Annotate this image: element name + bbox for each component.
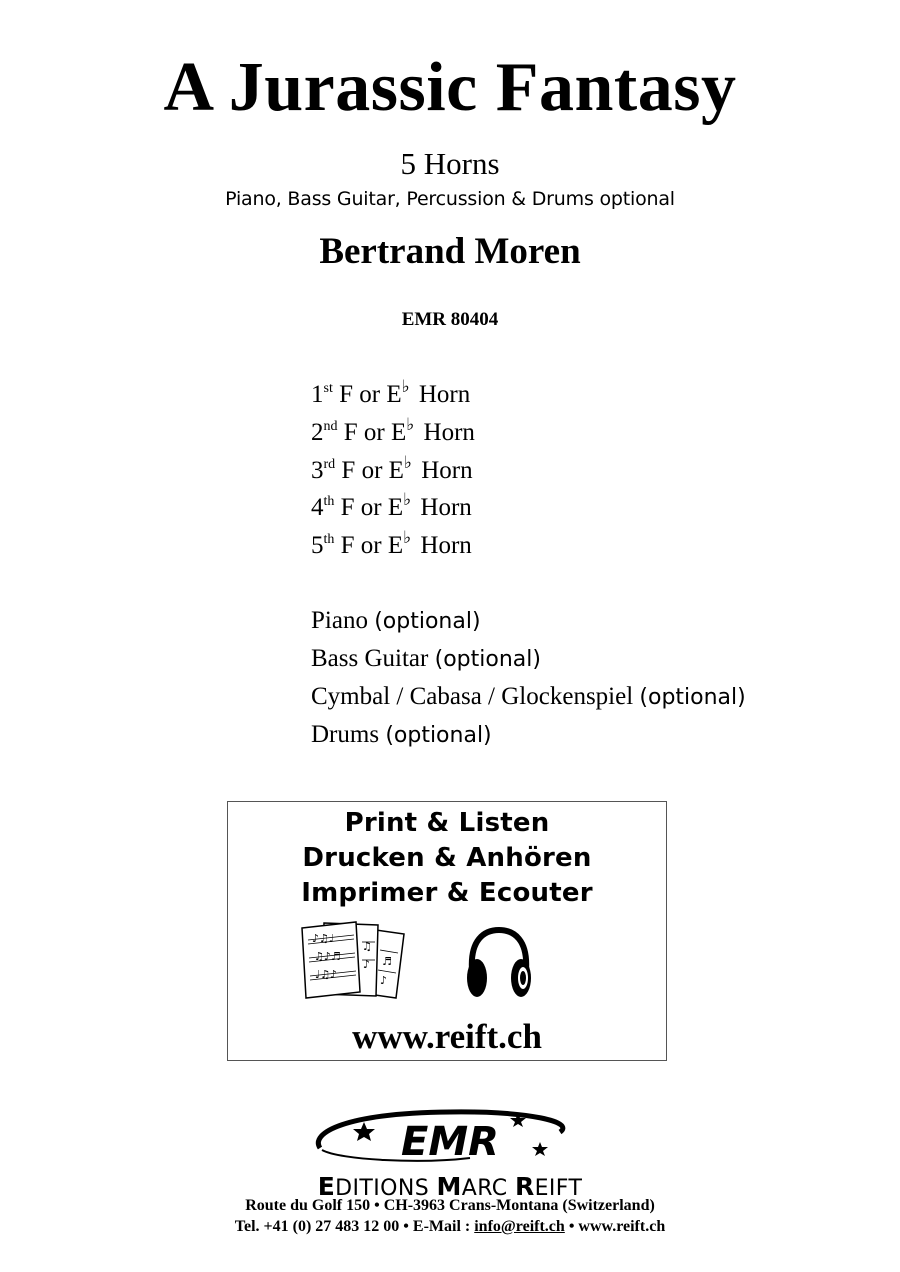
publisher-contact: Tel. +41 (0) 27 483 12 00 • E-Mail : info@reift.ch • www.reift.ch	[234, 1218, 666, 1235]
optional-part-item: Cymbal / Cabasa / Glockenspiel (optional)	[311, 683, 746, 710]
publisher-name: EDITIONS MARC REIFT	[317, 1172, 583, 1201]
sheet-music-icon	[300, 920, 412, 1000]
svg-text:♪: ♪	[363, 958, 371, 971]
part-item: 1st F or E♭ Horn	[311, 377, 471, 408]
emr-logo	[300, 1108, 600, 1168]
composer-name: Bertrand Moren	[319, 231, 581, 272]
svg-text:♩♫♪: ♩♫♪	[315, 968, 338, 981]
optional-part-item: Drums (optional)	[311, 721, 492, 748]
email-link[interactable]: info@reift.ch	[474, 1218, 565, 1235]
optional-parts-list	[311, 602, 746, 754]
reift-website-link[interactable]: www.reift.ch	[352, 1017, 542, 1056]
flat-sign: ♭	[403, 452, 412, 473]
svg-text:♫♪♬: ♫♪♬	[314, 950, 341, 963]
flat-sign: ♭	[403, 490, 412, 511]
svg-text:♬: ♬	[382, 955, 392, 968]
part-item: 4th F or E♭ Horn	[311, 490, 472, 522]
svg-text:♪♫♩: ♪♫♩	[312, 932, 335, 945]
ensemble-label: 5 Horns	[400, 146, 500, 181]
headphones-icon	[464, 926, 534, 1002]
svg-text:♪: ♪	[380, 974, 388, 987]
instrumentation-note: Piano, Bass Guitar, Percussion & Drums optional	[225, 188, 675, 210]
promo-line-english: Print & Listen	[344, 808, 550, 838]
flat-sign: ♭	[401, 377, 410, 397]
part-item: 3rd F or E♭ Horn	[311, 452, 473, 484]
part-item: 5th F or E♭ Horn	[311, 528, 472, 560]
flat-sign: ♭	[406, 414, 415, 435]
promo-line-german: Drucken & Anhören	[302, 843, 592, 873]
promo-line-french: Imprimer & Ecouter	[301, 878, 593, 908]
flat-sign: ♭	[403, 528, 412, 549]
optional-part-item: Bass Guitar (optional)	[311, 645, 541, 672]
print-listen-box[interactable]	[227, 801, 667, 1061]
catalog-code: EMR 80404	[401, 309, 499, 330]
optional-part-item: Piano (optional)	[311, 607, 481, 634]
svg-text:♫: ♫	[362, 940, 372, 953]
publisher-address: Route du Golf 150 • CH-3963 Crans-Montana (Switzerland)	[245, 1197, 655, 1214]
emr-logo-text: EMR	[401, 1119, 499, 1165]
part-item: 2nd F or E♭ Horn	[311, 414, 475, 446]
score-title: A Jurassic Fantasy	[163, 49, 737, 126]
parts-list	[311, 376, 475, 565]
